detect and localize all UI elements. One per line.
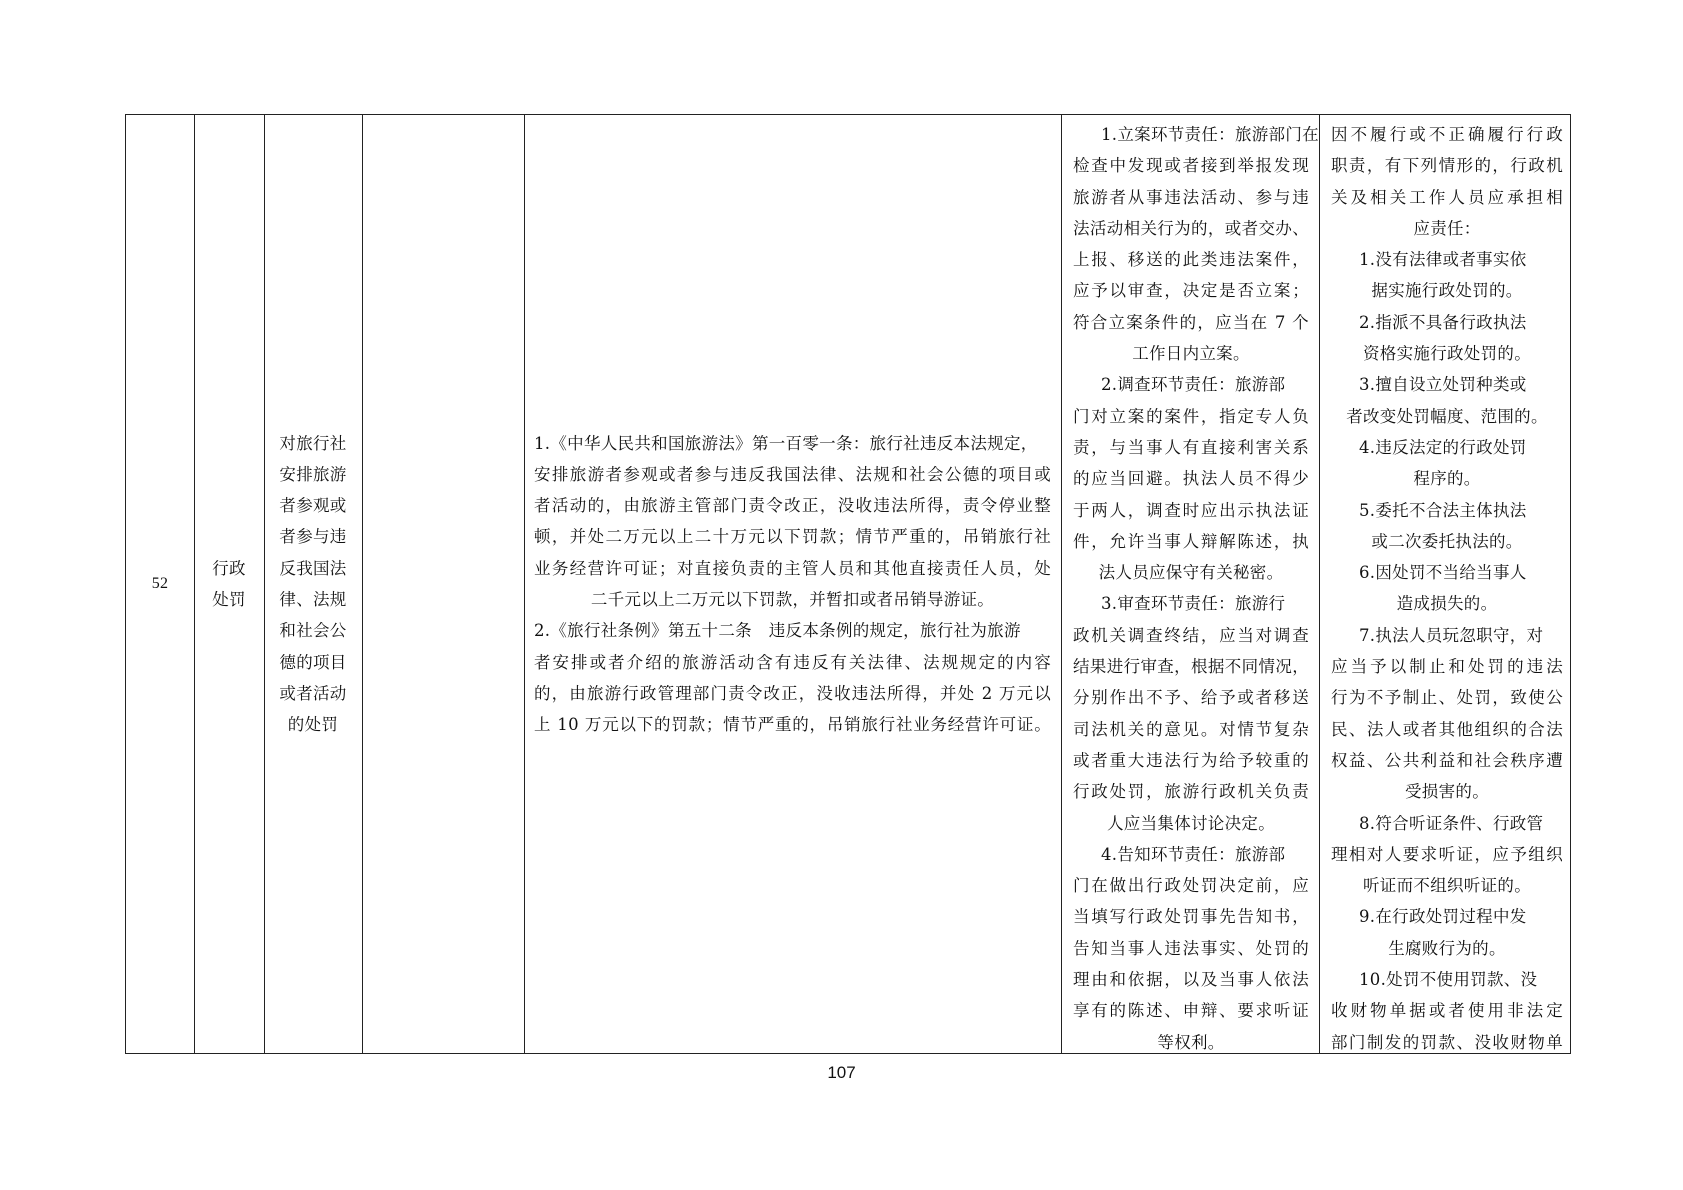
responsibility-line: 法活动相关行为的，或者交办、 bbox=[1073, 218, 1309, 238]
responsibility-line: 告知当事人违法事实、处罚的 bbox=[1073, 938, 1309, 958]
responsibility-line: 等权利。 bbox=[1157, 1032, 1225, 1052]
item-name-line: 者参与违 bbox=[279, 527, 347, 547]
item-name-text bbox=[279, 428, 346, 741]
row-number: 52 bbox=[151, 575, 169, 593]
category-line: 处罚 bbox=[212, 590, 246, 609]
category-cell bbox=[194, 115, 264, 1053]
row-number-cell bbox=[126, 115, 194, 1053]
responsibility-line: 旅游者从事违法活动、参与违 bbox=[1073, 187, 1309, 207]
responsibility-line: 于两人，调查时应出示执法证 bbox=[1073, 500, 1309, 520]
item-name-line: 律、法规 bbox=[279, 590, 347, 609]
responsibility-line: 法人员应保守有关秘密。 bbox=[1098, 563, 1284, 583]
item-name-line: 德的项目 bbox=[279, 652, 347, 672]
legal-basis-line: 者活动的，由旅游主管部门责令改正，没收违法所得，责令停业整 bbox=[534, 496, 1051, 516]
item-name-line: 者参观或 bbox=[279, 496, 347, 516]
accountability-line: 因不履行或不正确履行行政 bbox=[1331, 125, 1563, 144]
accountability-line: 生腐败行为的。 bbox=[1388, 938, 1506, 958]
responsibility-line: 检查中发现或者接到举报发现 bbox=[1073, 156, 1309, 176]
page-number: 107 bbox=[827, 1063, 856, 1082]
category-line: 行政 bbox=[212, 558, 246, 578]
accountability-line: 或二次委托执法的。 bbox=[1371, 531, 1523, 551]
item-name-line: 或者活动 bbox=[279, 683, 347, 703]
accountability-line: 关及相关工作人员应承担相 bbox=[1331, 187, 1563, 207]
category-text bbox=[212, 553, 246, 616]
responsibility-line: 上报、移送的此类违法案件， bbox=[1073, 250, 1309, 270]
accountability-line: 10.处罚不使用罚款、没 bbox=[1359, 970, 1538, 990]
legal-basis-text bbox=[534, 428, 1051, 741]
accountability-line: 者改变处罚幅度、范围的。 bbox=[1346, 406, 1548, 426]
responsibility-line: 符合立案条件的，应当在 7 个 bbox=[1073, 312, 1309, 332]
accountability-line: 权益、公共利益和社会秩序遭 bbox=[1331, 750, 1563, 770]
accountability-line: 职责，有下列情形的，行政机 bbox=[1331, 156, 1563, 176]
accountability-line: 应当予以制止和处罚的违法 bbox=[1331, 657, 1563, 677]
responsibility-line: 或者重大违法行为给予较重的 bbox=[1073, 750, 1309, 770]
responsibility-cell bbox=[1061, 119, 1319, 1058]
responsibility-line: 享有的陈述、申辩、要求听证 bbox=[1073, 1001, 1309, 1021]
accountability-line: 造成损失的。 bbox=[1396, 594, 1498, 614]
accountability-cell bbox=[1319, 119, 1572, 1058]
responsibility-line: 2.调查环节责任：旅游部 bbox=[1101, 375, 1286, 395]
accountability-line: 受损害的。 bbox=[1405, 782, 1489, 802]
legal-basis-line: 安排旅游者参观或者参与违反我国法律、法规和社会公德的项目或 bbox=[534, 464, 1051, 484]
legal-basis-line: 1.《中华人民共和国旅游法》第一百零一条：旅行社违反本法规定， bbox=[534, 433, 1038, 453]
legal-basis-line: 顿，并处二万元以上二十万元以下罚款；情节严重的，吊销旅行社 bbox=[534, 527, 1051, 547]
item-name-line: 的处罚 bbox=[287, 715, 339, 735]
responsibility-line: 3.审查环节责任：旅游行 bbox=[1101, 594, 1286, 614]
legal-basis-line: 二千元以上二万元以下罚款，并暂扣或者吊销导游证。 bbox=[590, 590, 995, 609]
accountability-line: 6.因处罚不当给当事人 bbox=[1359, 563, 1527, 583]
responsibility-line: 理由和依据，以及当事人依法 bbox=[1073, 970, 1309, 990]
authority-table bbox=[125, 114, 1571, 1054]
item-name-cell bbox=[264, 115, 362, 1053]
responsibility-line: 当填写行政处罚事先告知书， bbox=[1073, 907, 1309, 927]
responsibility-line: 司法机关的意见。对情节复杂 bbox=[1073, 719, 1309, 739]
responsibility-text bbox=[1073, 119, 1319, 1058]
accountability-text bbox=[1331, 119, 1563, 1058]
accountability-line: 8.符合听证条件、行政管 bbox=[1359, 813, 1544, 833]
legal-basis-line: 者安排或者介绍的旅游活动含有违反有关法律、法规规定的内容 bbox=[534, 652, 1051, 672]
item-name-line: 反我国法 bbox=[279, 558, 347, 578]
accountability-line: 资格实施行政处罚的。 bbox=[1363, 344, 1531, 364]
accountability-line: 据实施行政处罚的。 bbox=[1371, 281, 1523, 301]
responsibility-line: 人应当集体讨论决定。 bbox=[1107, 813, 1275, 833]
accountability-line: 5.委托不合法主体执法 bbox=[1359, 500, 1527, 520]
accountability-line: 1.没有法律或者事实依 bbox=[1359, 250, 1527, 270]
item-name-line: 对旅行社 bbox=[279, 433, 347, 453]
subitem-cell bbox=[362, 115, 524, 1053]
responsibility-line: 工作日内立案。 bbox=[1132, 344, 1250, 364]
responsibility-line: 应予以审查，决定是否立案； bbox=[1073, 281, 1309, 301]
item-name-line: 和社会公 bbox=[279, 621, 347, 641]
responsibility-line: 门在做出行政处罚决定前，应 bbox=[1073, 876, 1309, 896]
accountability-line: 2.指派不具备行政执法 bbox=[1359, 312, 1527, 332]
accountability-line: 听证而不组织听证的。 bbox=[1363, 876, 1531, 896]
accountability-line: 理相对人要求听证，应予组织 bbox=[1331, 844, 1563, 864]
legal-basis-cell bbox=[524, 115, 1061, 1053]
responsibility-line: 件，允许当事人辩解陈述，执 bbox=[1073, 531, 1309, 551]
responsibility-line: 行政处罚，旅游行政机关负责 bbox=[1073, 782, 1309, 802]
responsibility-line: 的应当回避。执法人员不得少 bbox=[1073, 469, 1309, 489]
responsibility-line: 结果进行审查，根据不同情况， bbox=[1073, 657, 1309, 677]
responsibility-line: 责，与当事人有直接利害关系 bbox=[1073, 437, 1309, 457]
legal-basis-line: 的，由旅游行政管理部门责令改正，没收违法所得，并处 2 万元以 bbox=[534, 683, 1051, 703]
accountability-line: 应责任： bbox=[1413, 218, 1481, 238]
item-name-line: 安排旅游 bbox=[279, 464, 347, 484]
responsibility-line: 分别作出不予、给予或者移送 bbox=[1073, 688, 1309, 708]
responsibility-line: 门对立案的案件，指定专人负 bbox=[1073, 406, 1309, 426]
accountability-line: 程序的。 bbox=[1413, 469, 1481, 489]
accountability-line: 7.执法人员玩忽职守，对 bbox=[1359, 625, 1544, 645]
accountability-line: 9.在行政处罚过程中发 bbox=[1359, 907, 1527, 927]
legal-basis-line: 业务经营许可证；对直接负责的主管人员和其他直接责任人员，处 bbox=[534, 558, 1051, 578]
responsibility-line: 1.立案环节责任：旅游部门在 bbox=[1101, 125, 1319, 144]
accountability-line: 3.擅自设立处罚种类或 bbox=[1359, 375, 1527, 395]
legal-basis-line: 2.《旅行社条例》第五十二条 违反本条例的规定，旅行社为旅游 bbox=[534, 621, 1021, 641]
responsibility-line: 政机关调查终结，应当对调查 bbox=[1073, 625, 1309, 645]
accountability-line: 民、法人或者其他组织的合法 bbox=[1331, 719, 1563, 739]
accountability-line: 4.违反法定的行政处罚 bbox=[1359, 437, 1527, 457]
accountability-line: 部门制发的罚款、没收财物单 bbox=[1331, 1032, 1563, 1052]
responsibility-line: 4.告知环节责任：旅游部 bbox=[1101, 844, 1286, 864]
accountability-line: 行为不予制止、处罚，致使公 bbox=[1331, 688, 1563, 708]
legal-basis-line: 上 10 万元以下的罚款；情节严重的，吊销旅行社业务经营许可证。 bbox=[534, 715, 1051, 735]
accountability-line: 收财物单据或者使用非法定 bbox=[1331, 1001, 1563, 1021]
